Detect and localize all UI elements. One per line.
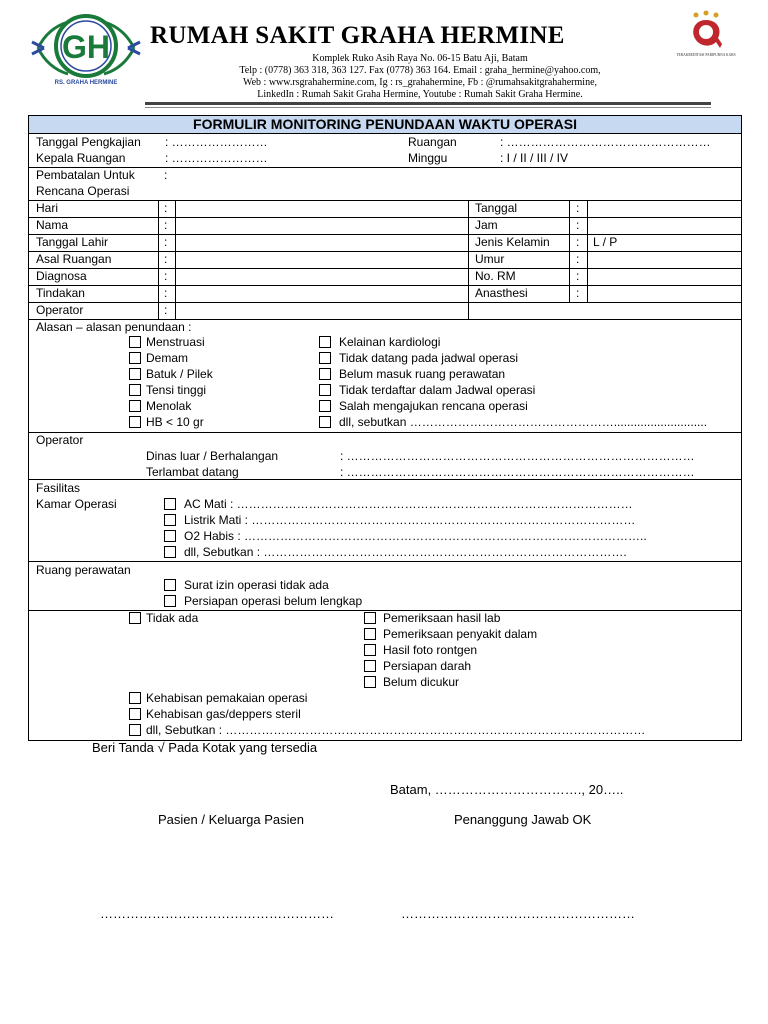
patient-label-jenis-kelamin: Jenis Kelamin xyxy=(475,235,550,249)
alasan-title: Alasan – alasan penundaan : xyxy=(36,320,192,334)
checkbox-kardiologi[interactable] xyxy=(319,336,331,348)
lain-belum-dicukur: Belum dicukur xyxy=(383,675,460,689)
alasan-hb: HB < 10 gr xyxy=(146,415,204,429)
alasan-salah-mengajukan: Salah mengajukan rencana operasi xyxy=(339,399,528,413)
patient-label-tanggal-lahir: Tanggal Lahir xyxy=(36,235,109,249)
place-date: Batam, ……………………………., 20….. xyxy=(390,782,624,797)
alasan-menstruasi: Menstruasi xyxy=(146,335,205,349)
signature-label-pasien: Pasien / Keluarga Pasien xyxy=(158,812,304,827)
checkbox-kehabisan-pemakaian[interactable] xyxy=(129,692,141,704)
signature-line-pasien[interactable]: ……………………………………………… xyxy=(100,906,334,921)
checkbox-hasil-lab[interactable] xyxy=(364,612,376,624)
operator-terlambat: Terlambat datang xyxy=(146,465,239,479)
ruang-persiapan-operasi: Persiapan operasi belum lengkap xyxy=(184,594,363,608)
operator-dinas-luar-field[interactable]: : …………………………………………………………………………… xyxy=(340,449,695,463)
alasan-demam: Demam xyxy=(146,351,189,365)
patient-label-umur: Umur xyxy=(475,252,505,266)
checkbox-tidak-terdaftar[interactable] xyxy=(319,384,331,396)
patient-label-diagnosa: Diagnosa xyxy=(36,269,87,283)
colon: : xyxy=(576,201,580,215)
checkbox-kehabisan-gas[interactable] xyxy=(129,708,141,720)
pembatalan-colon: : xyxy=(164,168,168,182)
svg-text:GH: GH xyxy=(62,29,110,65)
colon: : xyxy=(164,252,168,266)
fasilitas-dll[interactable]: dll, Sebutkan : ………………………………………………………………………………. xyxy=(184,545,627,559)
signature-label-penanggung-jawab: Penanggung Jawab OK xyxy=(454,812,592,827)
hospital-logo xyxy=(30,8,142,88)
checkbox-fasilitas-dll[interactable] xyxy=(164,546,176,558)
hospital-web: Web : www.rsgrahahermine.com, Ig : rs_grahahermine, Fb : @rumahsakitgrahahermine, xyxy=(242,77,598,88)
colon: : xyxy=(576,286,580,300)
checkbox-penyakit-dalam[interactable] xyxy=(364,628,376,640)
colon: : xyxy=(164,269,168,283)
checkbox-alasan-dll[interactable] xyxy=(319,416,331,428)
colon: : xyxy=(576,252,580,266)
form-title: FORMULIR MONITORING PENUNDAAN WAKTU OPERASI xyxy=(29,116,741,134)
signature-line-penanggung-jawab[interactable]: ……………………………………………… xyxy=(401,906,635,921)
checkbox-belum-dicukur[interactable] xyxy=(364,676,376,688)
lain-tidak-ada: Tidak ada xyxy=(146,611,199,625)
ruang-perawatan-title: Ruang perawatan xyxy=(36,563,131,577)
checkbox-tidak-datang[interactable] xyxy=(319,352,331,364)
colon: : xyxy=(164,201,168,215)
fasilitas-o2-habis[interactable]: O2 Habis : ……………………………………………………………………………………….. xyxy=(184,529,647,543)
kamar-operasi-label: Kamar Operasi xyxy=(36,497,117,511)
lain-dll[interactable]: dll, Sebutkan : …………………………………………………………………………………………… xyxy=(146,723,646,737)
patient-label-hari: Hari xyxy=(36,201,59,215)
lain-foto-rontgen: Hasil foto rontgen xyxy=(383,643,478,657)
checkbox-listrik-mati[interactable] xyxy=(164,514,176,526)
checkbox-ac-mati[interactable] xyxy=(164,498,176,510)
patient-label-nama: Nama xyxy=(36,218,69,232)
colon: : xyxy=(576,218,580,232)
lain-hasil-lab: Pemeriksaan hasil lab xyxy=(383,611,501,625)
checkbox-batuk[interactable] xyxy=(129,368,141,380)
fasilitas-title: Fasilitas xyxy=(36,481,81,495)
alasan-dll[interactable]: dll, sebutkan ……………………………………………............................ xyxy=(339,415,708,429)
colon: : xyxy=(164,286,168,300)
colon: : xyxy=(164,303,168,317)
alasan-tidak-terdaftar: Tidak terdaftar dalam Jadwal operasi xyxy=(339,383,536,397)
lain-persiapan-darah: Persiapan darah xyxy=(383,659,472,673)
colon: : xyxy=(576,235,580,249)
patient-label-jam: Jam xyxy=(475,218,498,232)
hospital-name: RUMAH SAKIT GRAHA HERMINE xyxy=(150,22,565,49)
alasan-batuk: Batuk / Pilek xyxy=(146,367,213,381)
alasan-menolak: Menolak xyxy=(146,399,192,413)
patient-label-operator: Operator xyxy=(36,303,84,317)
checkbox-hb[interactable] xyxy=(129,416,141,428)
alasan-belum-masuk: Belum masuk ruang perawatan xyxy=(339,367,506,381)
checkbox-demam[interactable] xyxy=(129,352,141,364)
tanggal-pengkajian-field[interactable]: : …………………… xyxy=(165,135,268,149)
lain-penyakit-dalam: Pemeriksaan penyakit dalam xyxy=(383,627,538,641)
checkmark-instruction: Beri Tanda √ Pada Kotak yang tersedia xyxy=(92,740,318,755)
hospital-address: Komplek Ruko Asih Raya No. 06-15 Batu Aji, Batam xyxy=(312,53,528,64)
fasilitas-ac-mati[interactable]: AC Mati : ……………………………………………………………………………………… xyxy=(184,497,633,511)
tanggal-pengkajian-label: Tanggal Pengkajian xyxy=(36,135,141,149)
checkbox-lain-dll[interactable] xyxy=(129,724,141,736)
jenis-kelamin-value[interactable]: L / P xyxy=(593,235,618,249)
ruangan-label: Ruangan xyxy=(408,135,457,149)
colon: : xyxy=(164,218,168,232)
checkbox-foto-rontgen[interactable] xyxy=(364,644,376,656)
checkbox-o2-habis[interactable] xyxy=(164,530,176,542)
alasan-tidak-datang: Tidak datang pada jadwal operasi xyxy=(339,351,519,365)
checkbox-persiapan-operasi[interactable] xyxy=(164,595,176,607)
checkbox-tensi[interactable] xyxy=(129,384,141,396)
checkbox-salah-mengajukan[interactable] xyxy=(319,400,331,412)
hospital-social: LinkedIn : Rumah Sakit Graha Hermine, Youtube : Rumah Sakit Graha Hermine. xyxy=(257,89,583,100)
kepala-ruangan-field[interactable]: : …………………… xyxy=(165,151,268,165)
checkbox-persiapan-darah[interactable] xyxy=(364,660,376,672)
accreditation-seal xyxy=(676,10,736,64)
checkbox-menstruasi[interactable] xyxy=(129,336,141,348)
patient-label-tindakan: Tindakan xyxy=(36,286,85,300)
minggu-label: Minggu xyxy=(408,151,448,165)
patient-label-anasthesi: Anasthesi xyxy=(475,286,528,300)
patient-label-no-rm: No. RM xyxy=(475,269,516,283)
pembatalan-label-2: Rencana Operasi xyxy=(36,184,130,198)
header-rule-thin xyxy=(145,107,711,108)
patient-label-asal-ruangan: Asal Ruangan xyxy=(36,252,112,266)
checkbox-belum-masuk[interactable] xyxy=(319,368,331,380)
hospital-contact: Telp : (0778) 363 318, 363 127. Fax (0778) 363 164. Email : graha_hermine@yahoo.com, xyxy=(239,65,601,76)
header-rule xyxy=(145,102,711,105)
alasan-tensi: Tensi tinggi xyxy=(146,383,207,397)
pembatalan-label: Pembatalan Untuk xyxy=(36,168,135,182)
kepala-ruangan-label: Kepala Ruangan xyxy=(36,151,126,165)
colon: : xyxy=(164,235,168,249)
ruang-surat-izin: Surat izin operasi tidak ada xyxy=(184,578,329,592)
patient-label-tanggal: Tanggal xyxy=(475,201,518,215)
lain-kehabisan-gas: Kehabisan gas/deppers steril xyxy=(146,707,301,721)
lain-kehabisan-pemakaian: Kehabisan pemakaian operasi xyxy=(146,691,308,705)
checkbox-tidak-ada[interactable] xyxy=(129,612,141,624)
svg-text:RS. GRAHA HERMINE: RS. GRAHA HERMINE xyxy=(54,80,118,86)
colon: : xyxy=(576,269,580,283)
alasan-kardiologi: Kelainan kardiologi xyxy=(339,335,441,349)
minggu-field[interactable]: : I / II / III / IV xyxy=(500,151,569,165)
operator-title: Operator xyxy=(36,433,84,447)
fasilitas-listrik-mati[interactable]: Listrik Mati : …………………………………………………………………………………… xyxy=(184,513,636,527)
ruangan-field[interactable]: : …………………………………………… xyxy=(500,135,711,149)
operator-dinas-luar: Dinas luar / Berhalangan xyxy=(146,449,279,463)
checkbox-menolak[interactable] xyxy=(129,400,141,412)
checkbox-surat-izin[interactable] xyxy=(164,579,176,591)
svg-text:TERAKREDITASI PARIPURNA KARS: TERAKREDITASI PARIPURNA KARS xyxy=(676,53,736,57)
operator-terlambat-field[interactable]: : …………………………………………………………………………… xyxy=(340,465,695,479)
